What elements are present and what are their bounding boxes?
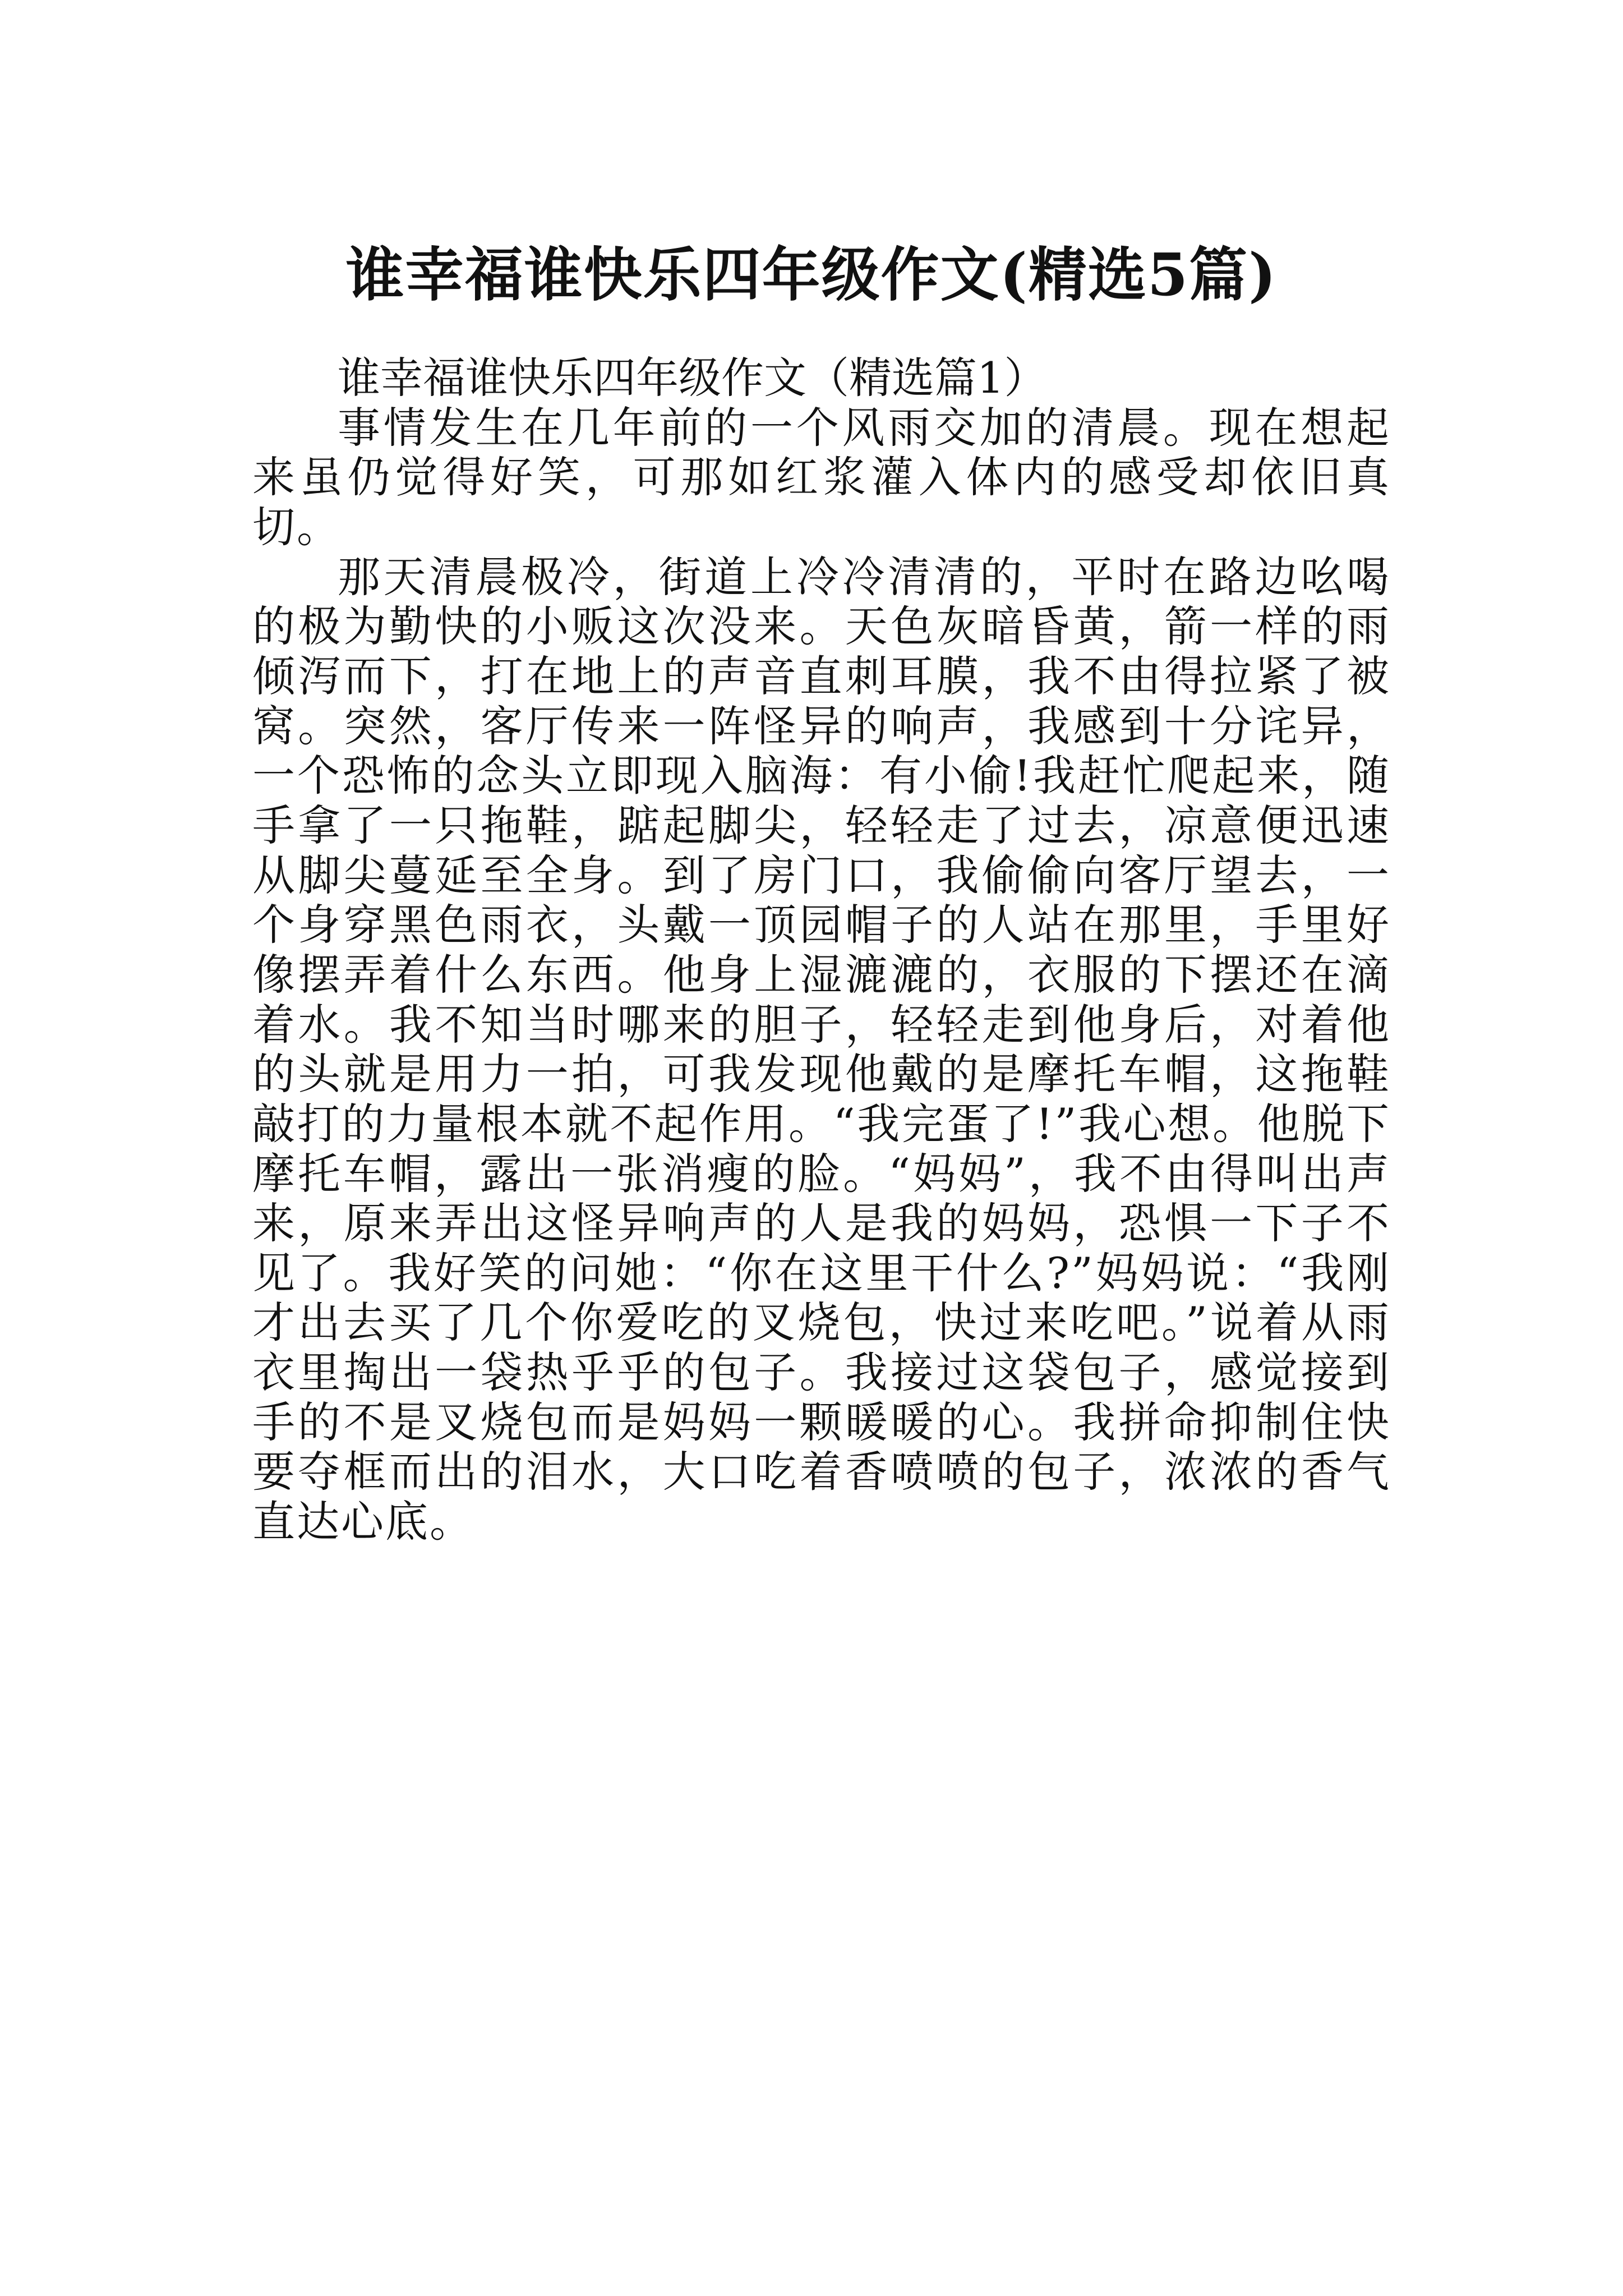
document-title: 谁幸福谁快乐四年级作文(精选5篇): [345, 240, 1278, 309]
section-heading: 谁幸福谁快乐四年级作文（精选篇1）: [338, 353, 1047, 403]
paragraph: 事情发生在几年前的一个风雨交加的清晨。现在想起来虽仍觉得好笑，可那如红浆灌入体内的感受却依旧真切。: [252, 402, 1391, 552]
document-body: [252, 353, 1391, 1547]
paragraph: 那天清晨极冷，街道上冷冷清清的，平时在路边吆喝的极为勤快的小贩这次没来。天色灰暗昏黄，箭一样的雨倾泻而下，打在地上的声音直刺耳膜，我不由得拉紧了被窝。突然，客厅传来一阵怪异的响声，我感到十分诧异，一个恐怖的念头立即现入脑海：有小偷!我赶忙爬起来，随手拿了一只拖鞋，踮起脚尖，轻轻走了过去，凉意便迅速从脚尖蔓延至全身。到了房门口，我偷偷向客厅望去，一个身穿黑色雨衣，头戴一顶园帽子的人站在那里，手里好像摆弄着什么东西。他身上湿漉漉的，衣服的下摆还在滴着水。我不知当时哪来的胆子，轻轻走到他身后，对着他的头就是用力一拍，可我发现他戴的是摩托车帽，这拖鞋敲打的力量根本就不起作用。“我完蛋了!”我心想。他脱下摩托车帽，露出一张消瘦的脸。“妈妈”，我不由得叫出声来，原来弄出这怪异响声的人是我的妈妈，恐惧一下子不见了。我好笑的问她：“你在这里干什么?”妈妈说：“我刚才出去买了几个你爱吃的叉烧包，快过来吃吧。”说着从雨衣里掏出一袋热乎乎的包子。我接过这袋包子，感觉接到手的不是叉烧包而是妈妈一颗暖暖的心。我拼命抑制住快要夺框而出的泪水，大口吃着香喷喷的包子，浓浓的香气直达心底。: [252, 551, 1391, 1547]
